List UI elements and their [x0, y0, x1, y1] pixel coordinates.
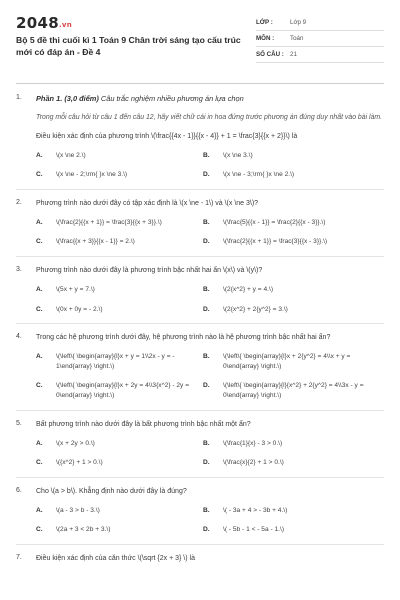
option-letter: D.: [203, 526, 210, 534]
question-block: [16, 94, 384, 180]
document-meta: [256, 15, 384, 72]
option-text: \(x \ne - 2;\rm{ }x \ne 3.\): [56, 171, 128, 179]
part-title: [36, 94, 384, 104]
option-letter: A.: [36, 353, 43, 361]
answer-options: [36, 218, 384, 247]
option-text: \(2a + 3 < 2b + 3.\): [56, 526, 111, 534]
question-text: Cho \(a > b\). Khẳng định nào dưới đây là đúng?: [36, 487, 187, 495]
option-letter: D.: [203, 238, 210, 246]
option-letter: C.: [36, 305, 43, 313]
question-text: Điều kiện xác định của phương trình \(\frac{{4x - 1}}{{x - 4}} + 1 = \frac{3}{{x + 2}}\) là: [36, 132, 298, 140]
option-text: \(x + 2y > 0.\): [56, 439, 95, 447]
answer-option[interactable]: [36, 218, 203, 228]
question-number: 4.: [16, 333, 22, 341]
option-text: \(\left\{ \begin{array}{l}{x^2} + 2{y^2} = 4\\3x - y = 0\end{array} \right.\): [223, 382, 364, 399]
document-title: Bộ 5 đề thi cuối kì 1 Toán 9 Chân trời sáng tạo cấu trúc mới có đáp án - Đề 4: [16, 35, 241, 57]
option-text: \(x \ne 3.\): [223, 151, 253, 159]
answer-option[interactable]: [36, 352, 203, 371]
option-text: \(\left\{ \begin{array}{l}x + 2y = 4\\3{x^2} - 2y = 0\end{array} \right.\): [56, 382, 190, 399]
option-letter: D.: [203, 305, 210, 313]
answer-option[interactable]: [203, 218, 373, 228]
part-title-bold: Phần 1. (3,0 điểm): [36, 94, 99, 103]
option-letter: C.: [36, 171, 43, 179]
option-text: \(0x + 0y = - 2.\): [56, 305, 103, 313]
answer-option[interactable]: [203, 237, 373, 247]
part-title-rest: Câu trắc nghiệm nhiều phương án lựa chọn: [98, 94, 244, 103]
option-text: \( - 3a + 4 > - 3b + 4.\): [223, 506, 288, 514]
question-divider: [16, 544, 384, 545]
question-text: Điều kiện xác định của căn thức \(\sqrt {2x + 3} \) là: [36, 554, 195, 562]
answer-option[interactable]: [203, 285, 373, 295]
option-text: \(\frac{2}{{x + 1}} = \frac{3}{{x + 3}}.\): [56, 218, 162, 226]
question-block: [16, 487, 384, 535]
header-left: [16, 14, 252, 72]
option-letter: A.: [36, 285, 43, 293]
question-divider: [16, 477, 384, 478]
answer-options: [36, 506, 384, 535]
answer-option[interactable]: [203, 170, 373, 180]
part-instruction: Trong mỗi câu hỏi từ câu 1 đến câu 12, hãy viết chữ cái in hoa đứng trước phương án đúng duy nhất vào bài làm.: [36, 114, 383, 121]
option-text: \(\frac{5}{{x - 1}} = \frac{2}{{x - 3}}.\): [223, 218, 326, 226]
option-text: \(\frac{{x + 3}}{{x - 1}} = 2.\): [56, 238, 135, 246]
option-text: \(\frac{x}{2} + 1 > 0.\): [223, 459, 284, 467]
answer-options: [36, 439, 384, 468]
question-text: Phương trình nào dưới đây có tập xác định là \(x \ne - 1\) và \(x \ne 3\)?: [36, 199, 259, 207]
answer-option[interactable]: [36, 285, 203, 295]
option-letter: B.: [203, 218, 210, 226]
answer-option[interactable]: [203, 506, 373, 516]
question-divider: [16, 323, 384, 324]
option-text: \(\frac{2}{{x + 1}} = \frac{3}{{x - 3}}.\): [223, 238, 328, 246]
option-text: \( - 5b - 1 < - 5a - 1.\): [223, 526, 285, 534]
option-letter: D.: [203, 171, 210, 179]
question-divider: [16, 256, 384, 257]
site-logo[interactable]: [16, 14, 252, 32]
meta-label: SỐ CÂU :: [256, 51, 284, 58]
meta-value: Toán: [290, 35, 304, 42]
answer-option[interactable]: [36, 439, 203, 449]
option-letter: C.: [36, 238, 43, 246]
answer-option[interactable]: [36, 525, 203, 535]
question-text: Bất phương trình nào dưới đây là bất phương trình bậc nhất một ẩn?: [36, 420, 251, 428]
answer-option[interactable]: [203, 151, 373, 161]
option-letter: B.: [203, 506, 210, 514]
question-block: [16, 199, 384, 247]
option-letter: A.: [36, 439, 43, 447]
answer-option[interactable]: [36, 237, 203, 247]
option-letter: D.: [203, 459, 210, 467]
question-number: 7.: [16, 553, 22, 561]
meta-value: Lớp 9: [290, 19, 307, 26]
answer-option[interactable]: [203, 458, 373, 468]
question-text: Trong các hệ phương trình dưới đây, hệ phương trình nào là hệ phương trình bậc nhất hai ẩn?: [36, 334, 331, 342]
answer-option[interactable]: [203, 305, 373, 315]
answer-option[interactable]: [36, 506, 203, 516]
logo-text: 2048: [16, 14, 59, 32]
answer-options: [36, 285, 384, 314]
question-list: [16, 84, 384, 564]
option-text: \(x \ne - 3;\rm{ }x \ne 2.\): [223, 171, 295, 179]
question-text: Phương trình nào dưới đây là phương trình bậc nhất hai ẩn \(x\) và \(y\)?: [36, 266, 263, 274]
answer-option[interactable]: [36, 381, 203, 400]
option-text: \({x^2} + 1 > 0.\): [56, 459, 103, 467]
option-letter: D.: [203, 382, 210, 390]
option-letter: A.: [36, 218, 43, 226]
answer-options: [36, 352, 384, 400]
question-block: [16, 554, 384, 564]
logo-suffix: .vn: [58, 21, 73, 29]
question-number: 1.: [16, 94, 22, 101]
question-number: 2.: [16, 198, 22, 206]
meta-label: LỚP :: [256, 19, 273, 26]
option-letter: A.: [36, 151, 43, 159]
question-number: 3.: [16, 265, 22, 273]
question-number: 6.: [16, 486, 22, 494]
option-letter: A.: [36, 506, 43, 514]
option-letter: B.: [203, 439, 210, 447]
question-divider: [16, 189, 384, 190]
option-text: \(2{x^2} + y = 4.\): [223, 285, 274, 293]
meta-row-grade: [256, 15, 384, 31]
question-block: [16, 420, 384, 468]
answer-option[interactable]: [36, 170, 203, 180]
question-divider: [16, 410, 384, 411]
option-letter: C.: [36, 459, 43, 467]
option-letter: B.: [203, 285, 210, 293]
answer-option[interactable]: [203, 525, 373, 535]
answer-option[interactable]: [203, 439, 373, 449]
question-block: [16, 333, 384, 400]
option-text: \(\frac{1}{x} - 3 > 0.\): [223, 439, 283, 447]
question-block: [16, 266, 384, 314]
meta-value: 21: [290, 51, 297, 58]
option-letter: C.: [36, 382, 43, 390]
answer-option[interactable]: [36, 458, 203, 468]
option-text: \(5x + y = 7.\): [56, 285, 95, 293]
meta-row-question-count: [256, 47, 384, 63]
answer-option[interactable]: [36, 151, 203, 161]
answer-option[interactable]: [203, 381, 373, 400]
option-text: \(\left\{ \begin{array}{l}x + 2{y^2} = 4\\x + y = 0\end{array} \right.\): [223, 353, 351, 370]
document-header: [16, 14, 384, 72]
option-text: \(x \ne 2.\): [56, 151, 86, 159]
option-letter: B.: [203, 353, 210, 361]
answer-options: [36, 151, 384, 180]
option-text: \(2{x^2} + 2{y^2} = 3.\): [223, 305, 288, 313]
meta-label: MÔN :: [256, 35, 275, 42]
option-text: \(a - 3 > b - 3.\): [56, 506, 100, 514]
answer-option[interactable]: [36, 305, 203, 315]
option-letter: B.: [203, 151, 210, 159]
option-text: \(\left\{ \begin{array}{l}x + y = 1\\2x - y = - 1\end{array} \right.\): [56, 353, 175, 370]
meta-row-subject: [256, 31, 384, 47]
answer-option[interactable]: [203, 352, 373, 371]
option-letter: C.: [36, 526, 43, 534]
question-number: 5.: [16, 419, 22, 427]
